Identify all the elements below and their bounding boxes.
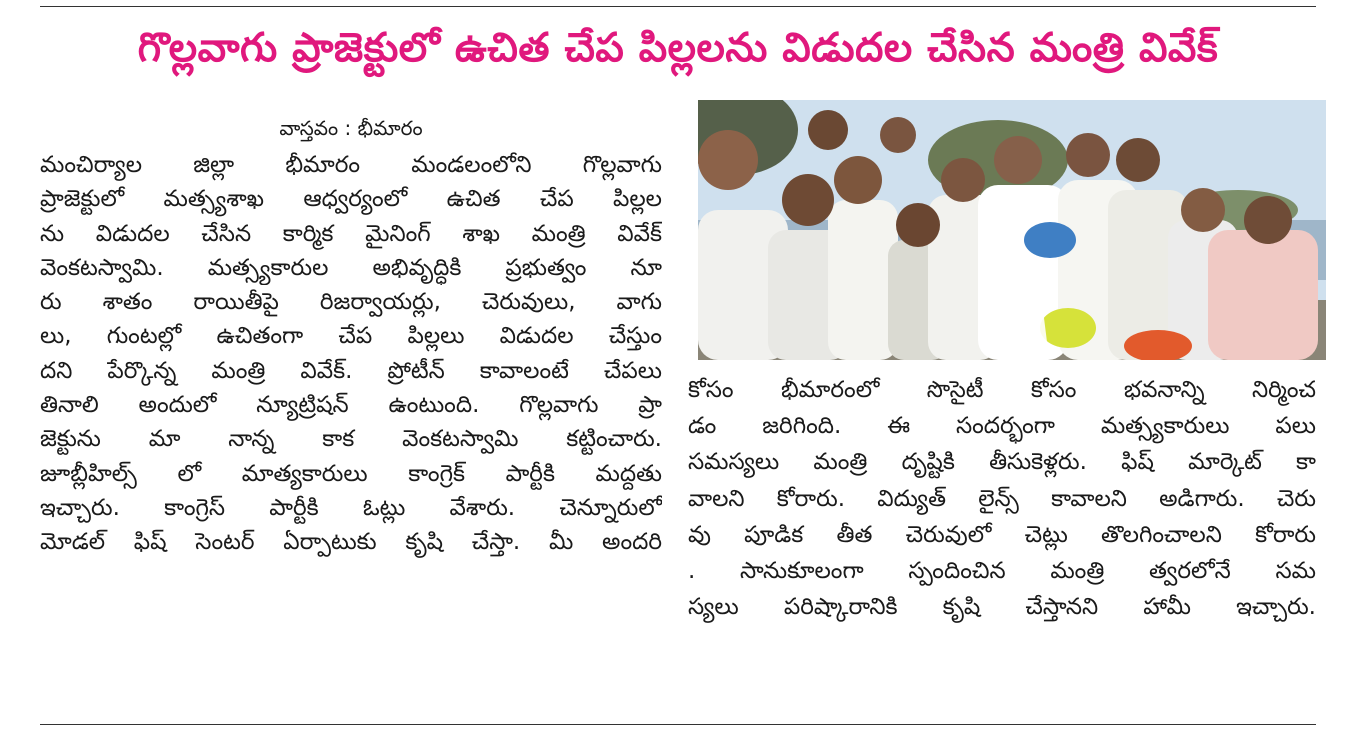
dateline: వాస్తవం : భీమారం (279, 116, 423, 140)
body-line: ఇచ్చారు. కాంగ్రెస్ పార్టీకి ఓట్లు వేశారు. చెన్నూరులో (40, 494, 662, 521)
body-line: ప్రాజెక్టులో మత్స్యశాఖ ఆధ్వర్యంలో ఉచిత చేప పిల్లల (40, 186, 662, 213)
body-line: వాలని కోరారు. విద్యుత్ లైన్స్ కావాలని అడిగారు. చెరు (688, 485, 1316, 512)
bottom-rule (40, 724, 1316, 725)
headline: గొల్లవాగు ప్రాజెక్టులో ఉచిత చేప పిల్లలను విడుదల చేసిన మంత్రి వివేక్ (137, 25, 1219, 71)
body-line: ను విడుదల చేసిన కార్మిక మైనింగ్ శాఖ మంత్రి వివేక్ (40, 220, 662, 247)
body-line: సమస్యలు మంత్రి దృష్టికి తీసుకెళ్లరు. ఫిష్ మార్కెట్ కా (688, 449, 1316, 476)
left-column (40, 148, 662, 560)
body-line: మోడల్ ఫిష్ సెంటర్ ఏర్పాటుకు కృషి చేస్తా. మీ అందరి (40, 529, 662, 556)
right-column (688, 372, 1316, 625)
body-line: కోసం భీమారంలో సొసైటీ కోసం భవనాన్ని నిర్మించ (688, 377, 1316, 403)
top-rule (40, 6, 1316, 7)
body-line: జూబ్లీహిల్స్ లో మాత్యకారులు కాంగ్రెక్ పార్టీకి మద్దతు (40, 460, 662, 487)
body-line: . సానుకూలంగా స్పందించిన మంత్రి త్వరలోనే సమ (688, 557, 1316, 584)
body-line: వు పూడిక తీత చెరువులో చెట్లు తొలగించాలని కోరారు (688, 521, 1316, 548)
body-line: జెక్టును మా నాన్న కాక వెంకటస్వామి కట్టించారు. (40, 426, 662, 453)
body-line: స్యలు పరిష్కారానికి కృషి చేస్తానని హామీ ఇచ్చారు. (688, 594, 1316, 621)
body-line: దని పేర్కొన్న మంత్రి వివేక్. ప్రోటీన్ కావాలంటే చేపలు (40, 357, 662, 384)
body-line: డం జరిగింది. ఈ సందర్భంగా మత్స్యకారులు పలు (688, 413, 1316, 440)
body-line: మంచిర్యాల జిల్లా భీమారం మండలంలోని గొల్లవాగు (40, 152, 662, 178)
news-photo (698, 100, 1326, 360)
body-line: తినాలి అందులో న్యూట్రిషన్ ఉంటుంది. గొల్లవాగు ప్రా (40, 392, 662, 419)
body-line: రు శాతం రాయితీపై రిజర్వాయర్లు, చెరువులు, వాగు (40, 289, 662, 316)
body-line: లు, గుంటల్లో ఉచితంగా చేప పిల్లలు విడుదల చేస్తుం (40, 323, 662, 350)
body-line: వెంకటస్వామి. మత్స్యకారుల అభివృద్ధికి ప్రభుత్వం నూ (40, 254, 662, 281)
